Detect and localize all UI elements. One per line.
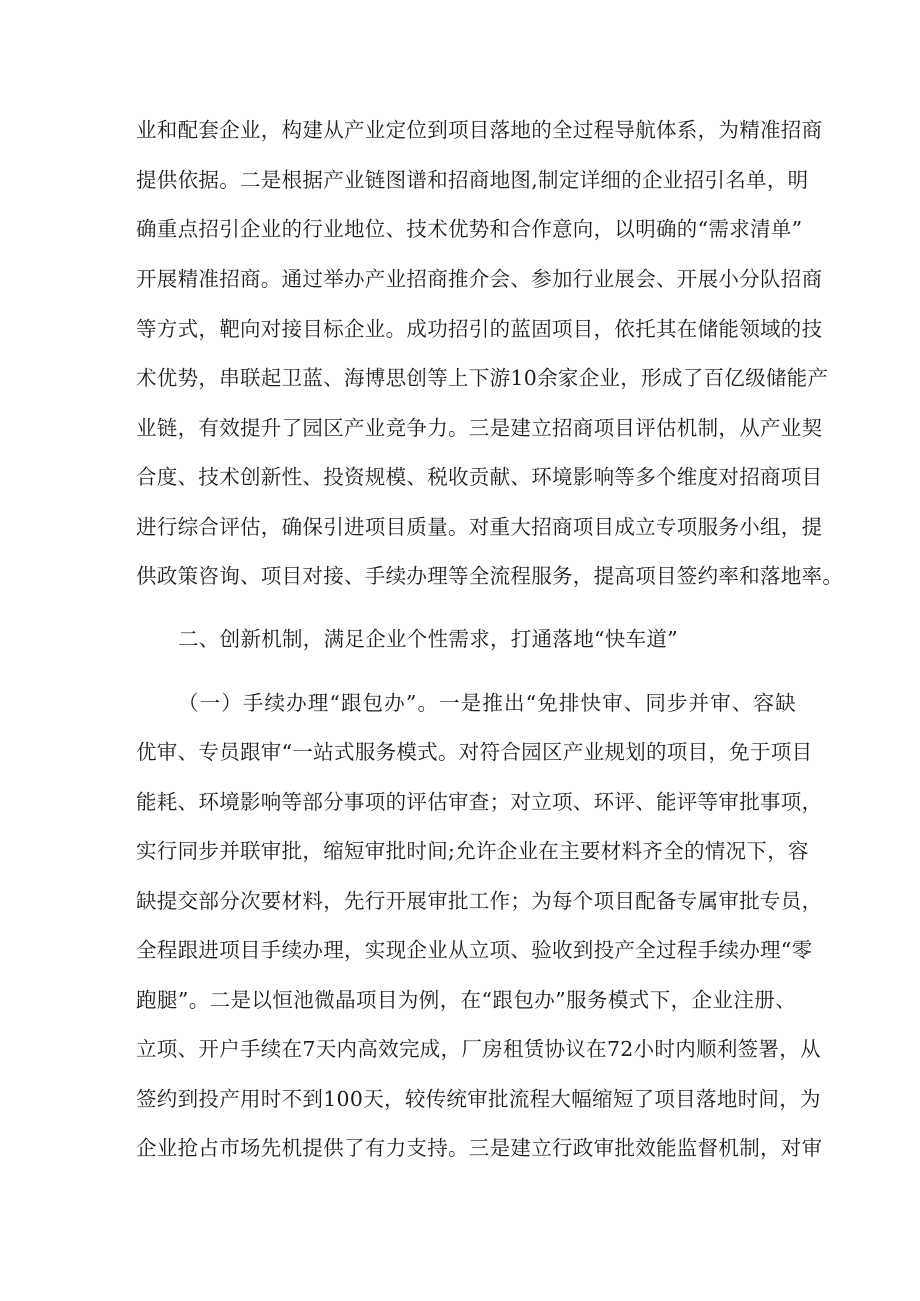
paragraph-line: 企业抢占市场先机提供了有力支持。三是建立行政审批效能监督机制，对审: [136, 1136, 823, 1160]
paragraph-line: 立项、开户手续在7天内高效完成，厂房租赁协议在72小时内顺利签署，从: [136, 1037, 821, 1061]
paragraph-line: 全程跟进项目手续办理，实现企业从立项、验收到投产全过程手续办理“零: [136, 938, 813, 962]
paragraph-line: 进行综合评估，确保引进项目质量。对重大招商项目成立专项服务小组，提: [136, 515, 823, 539]
paragraph-line: 跑腿”。二是以恒池微晶项目为例，在“跟包办”服务模式下，企业注册、: [136, 988, 796, 1012]
paragraph-line: 提供依据。二是根据产业链图谱和招商地图,制定详细的企业招引名单，明: [136, 168, 809, 192]
paragraph-line: 术优势，串联起卫蓝、海博思创等上下游10余家企业，形成了百亿级储能产: [136, 366, 829, 390]
paragraph-line: 优审、专员跟审“一站式服务模式。对符合园区产业规划的项目，免于项目: [136, 740, 813, 764]
paragraph-line: 合度、技术创新性、投资规模、税收贡献、环境影响等多个维度对招商项目: [136, 465, 823, 489]
paragraph-line: 供政策咨询、项目对接、手续办理等全流程服务，提高项目签约率和落地率。: [136, 564, 844, 588]
paragraph-line: 确重点招引企业的行业地位、技术优势和合作意向，以明确的“需求清单”: [136, 217, 803, 241]
paragraph-line: 能耗、环境影响等部分事项的评估审查；对立项、环评、能评等审批事项，: [136, 790, 823, 814]
paragraph-line: 等方式，靶向对接目标企业。成功招引的蓝固项目，依托其在储能领域的技: [136, 317, 823, 341]
paragraph-line: 业链，有效提升了园区产业竞争力。三是建立招商项目评估机制，从产业契: [136, 416, 823, 440]
paragraph-line: 缺提交部分次要材料，先行开展审批工作；为每个项目配备专属审批专员，: [136, 889, 823, 913]
paragraph-line: 开展精准招商。通过举办产业招商推介会、参加行业展会、开展小分队招商: [136, 267, 823, 291]
section-heading: 二、创新机制，满足企业个性需求，打通落地“快车道”: [178, 627, 678, 651]
paragraph-line: 签约到投产用时不到100天，较传统审批流程大幅缩短了项目落地时间，为: [136, 1087, 821, 1111]
paragraph-line: 实行同步并联审批，缩短审批时间;允许企业在主要材料齐全的情况下，容: [136, 839, 809, 863]
paragraph-line: （一）手续办理“跟包办”。一是推出“免排快审、同步并审、容缺: [178, 691, 796, 715]
paragraph-line: 业和配套企业，构建从产业定位到项目落地的全过程导航体系，为精准招商: [136, 118, 823, 142]
